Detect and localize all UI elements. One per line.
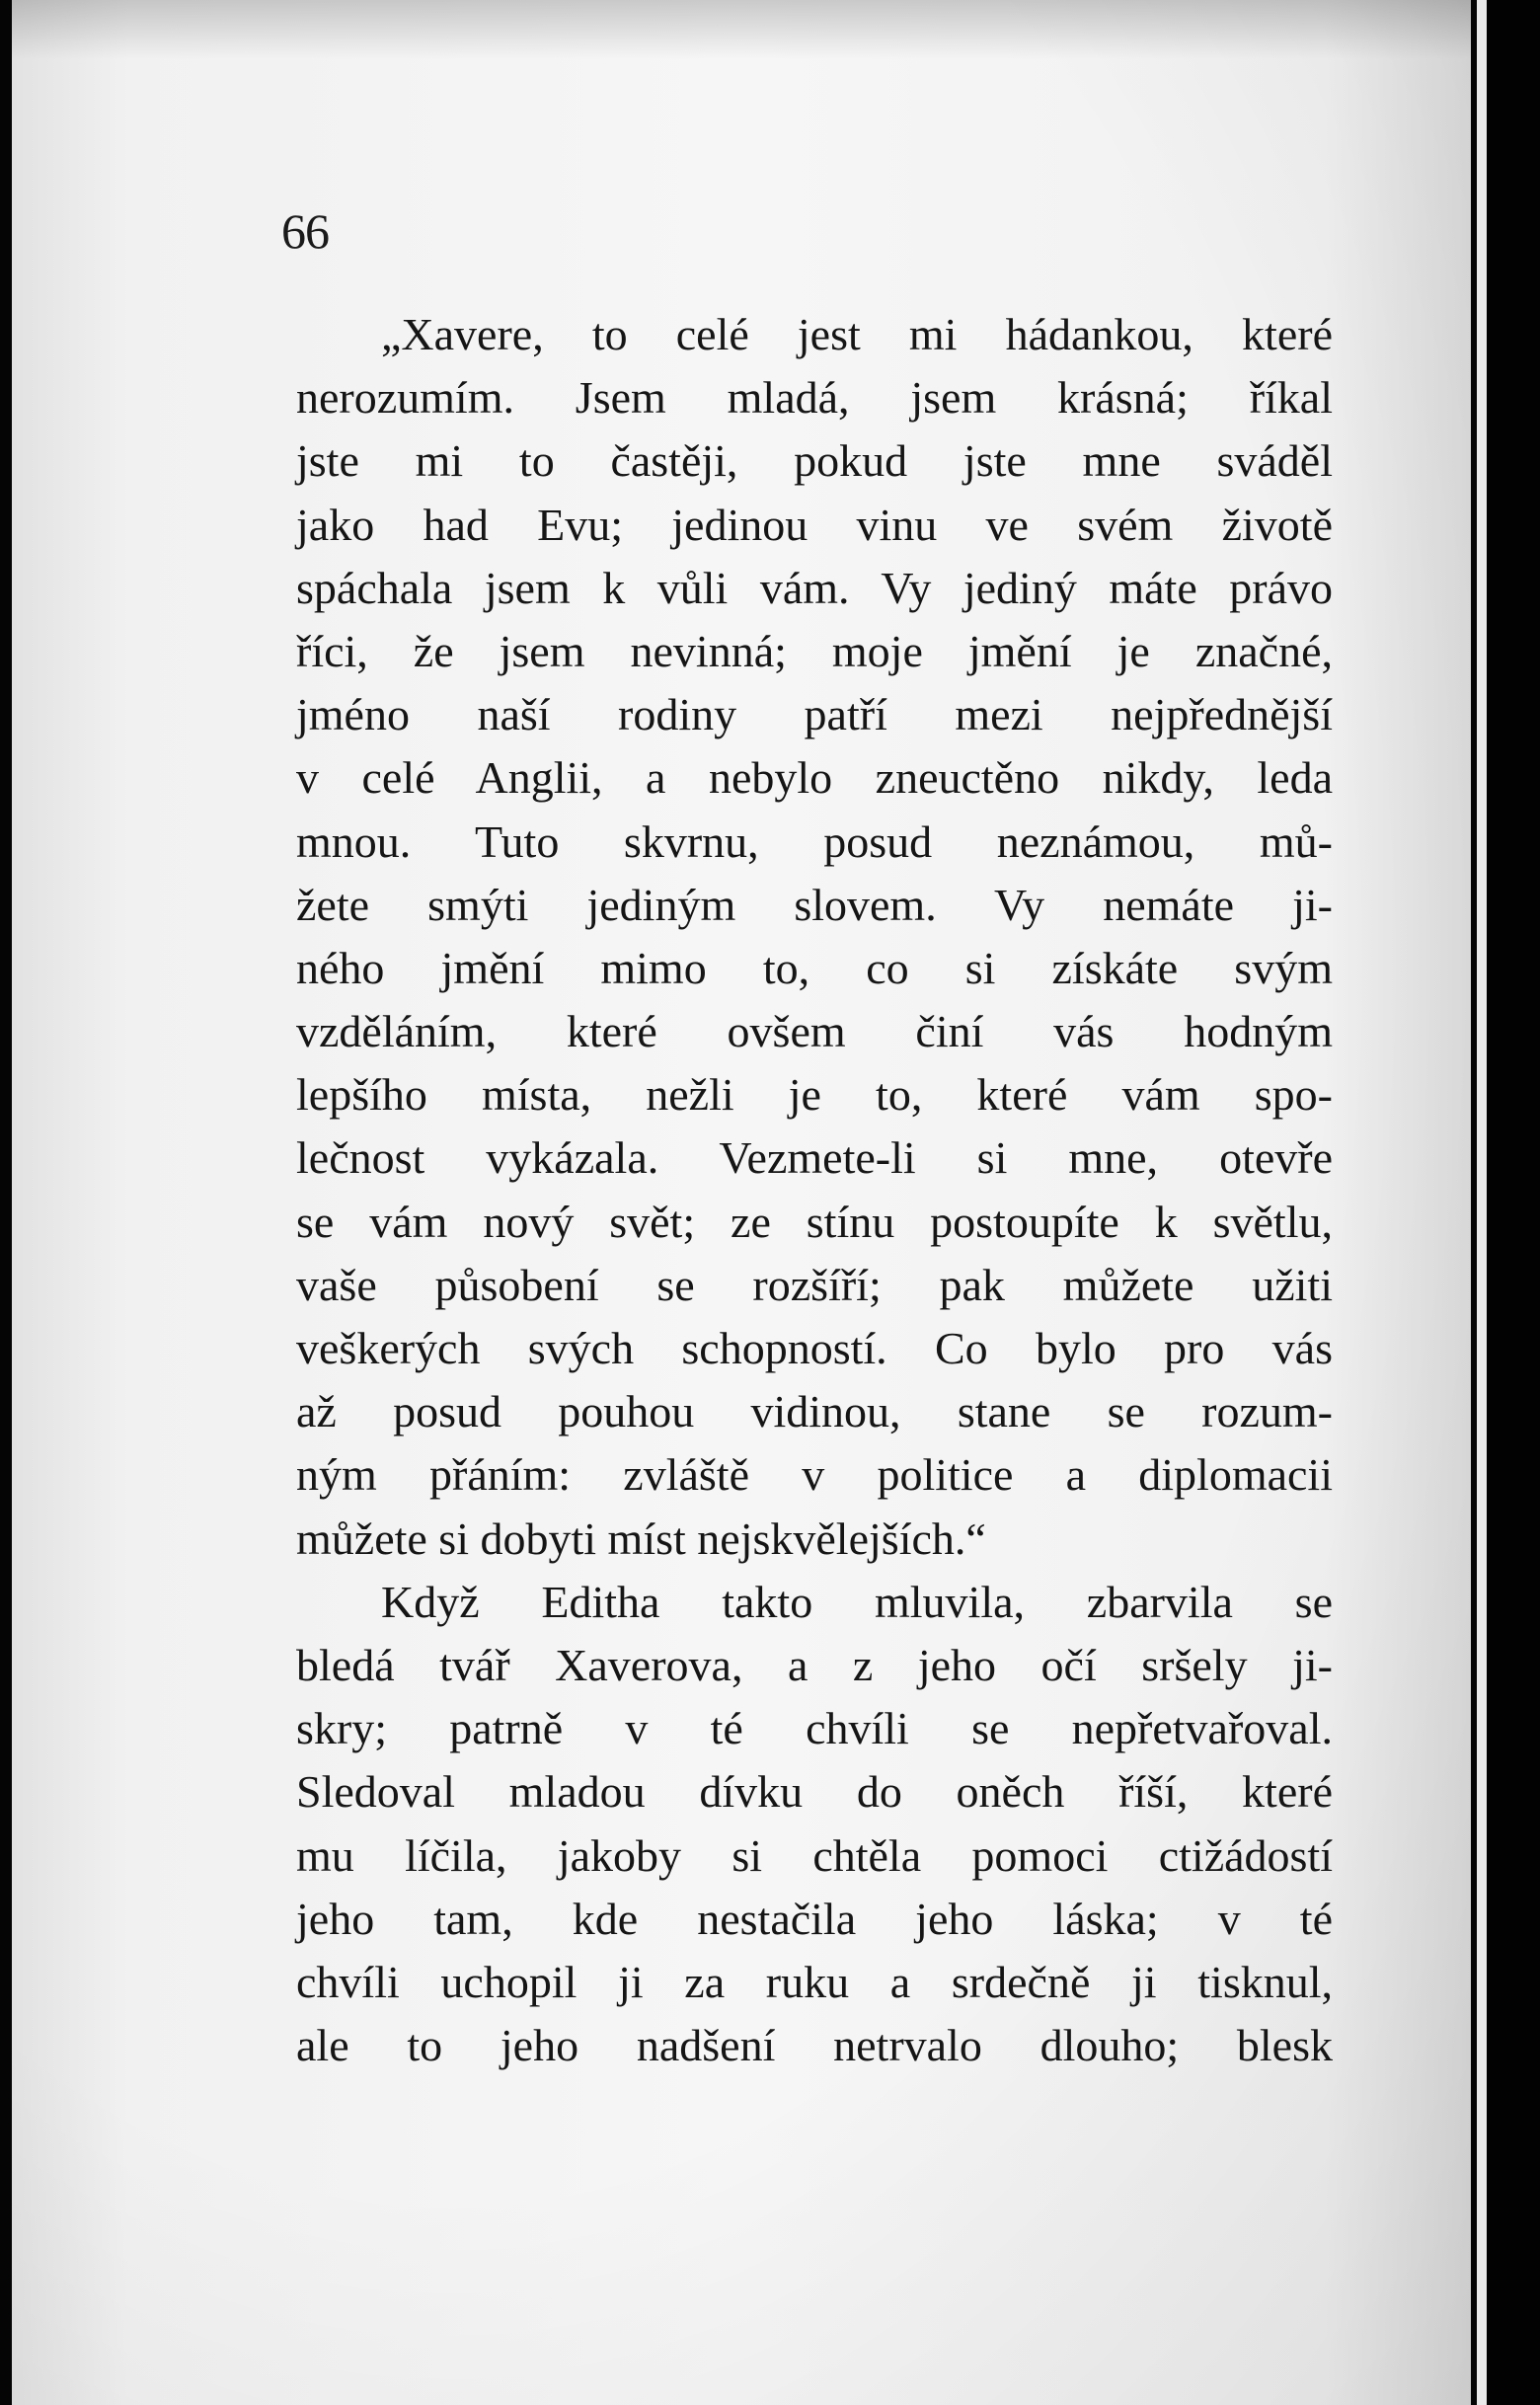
- text-line: se vám nový svět; ze stínu postoupíte k světlu,: [296, 1196, 1333, 1247]
- text-line: ale to jeho nadšení netrvalo dlouho; blesk: [296, 2020, 1333, 2071]
- text-line: „Xavere, to celé jest mi hádankou, které: [381, 309, 1333, 359]
- text-line: ného jmění mimo to, co si získáte svým: [296, 942, 1333, 993]
- text-line: jméno naší rodiny patří mezi nejpřednější: [296, 689, 1333, 740]
- text-line: nerozumím. Jsem mladá, jsem krásná; říkal: [296, 372, 1333, 424]
- text-line: žete smýti jediným slovem. Vy nemáte ji-: [296, 879, 1333, 930]
- text-line: mnou. Tuto skvrnu, posud neznámou, mů-: [296, 815, 1333, 867]
- text-line: skry; patrně v té chvíli se nepřetvařoval.: [296, 1703, 1333, 1754]
- text-line: lepšího místa, nežli je to, které vám spo-: [296, 1069, 1333, 1121]
- text-line: chvíli uchopil ji za ruku a srdečně ji tisknul,: [296, 1956, 1333, 2007]
- body-text: [296, 303, 1333, 2077]
- text-line: bledá tvář Xaverova, a z jeho očí sršely ji-: [296, 1639, 1333, 1690]
- text-line: jste mi to častěji, pokud jste mne sváděl: [296, 435, 1333, 487]
- text-line: lečnost vykázala. Vezmete-li si mne, otevře: [296, 1132, 1333, 1184]
- text-line: v celé Anglii, a nebylo zneuctěno nikdy, leda: [296, 752, 1333, 804]
- paper-sheet: [12, 0, 1471, 2405]
- text-line: veškerých svých schopností. Co bylo pro vás: [296, 1323, 1333, 1373]
- page-gutter: [1477, 0, 1487, 2405]
- text-line: jeho tam, kde nestačila jeho láska; v té: [296, 1893, 1333, 1944]
- text-line: Když Editha takto mluvila, zbarvila se: [381, 1576, 1333, 1627]
- text-line: ným přáním: zvláště v politice a diplomacii: [296, 1449, 1333, 1501]
- text-line: říci, že jsem nevinná; moje jmění je značné,: [296, 625, 1333, 676]
- top-shadow: [12, 0, 1471, 59]
- text-line: můžete si dobyti míst nejskvělejších.“: [296, 1513, 986, 1564]
- page-number: 66: [281, 203, 329, 259]
- text-line: mu líčila, jakoby si chtěla pomoci ctižádostí: [296, 1829, 1333, 1881]
- text-line: jako had Evu; jedinou vinu ve svém životě: [296, 499, 1333, 550]
- scan-border: [1487, 0, 1540, 2405]
- text-line: Sledoval mladou dívku do oněch říší, které: [296, 1766, 1333, 1818]
- text-line: spáchala jsem k vůli vám. Vy jediný máte právo: [296, 562, 1333, 613]
- text-line: vzděláním, které ovšem činí vás hodným: [296, 1006, 1333, 1057]
- text-line: vaše působení se rozšíří; pak můžete užiti: [296, 1259, 1333, 1310]
- text-line: až posud pouhou vidinou, stane se rozum-: [296, 1386, 1333, 1437]
